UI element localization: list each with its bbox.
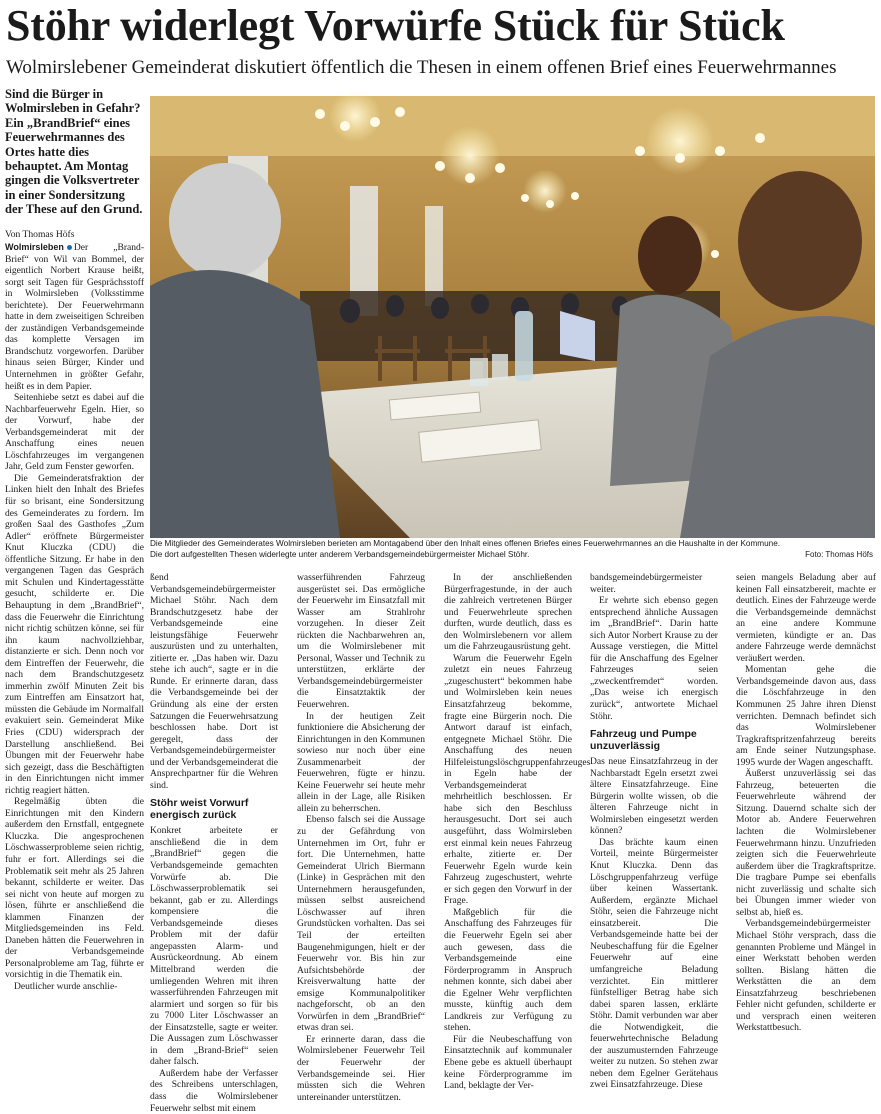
- paragraph: In der anschließenden Bürgerfragestunde, in der auch die zahlreich vertretenen Bürger und Feuerwehrleute sprechen durften, wurde deutlich, dass es den Wolmirslebenern vor allem um die Fahrzeugausrüstung geht.: [444, 572, 572, 653]
- paragraph: Er erinnerte daran, dass die Wolmirslebener Feuerwehr Teil der Feuerwehr der Verbandsgemeinde sei. Hier müssten sich die Wehren untereinander unterstützen.: [297, 1033, 425, 1103]
- paragraph: Maßgeblich für die Anschaffung des Fahrzeuges für die Feuerwehr Egeln sei aber auch gewesen, dass die Verbandsgemeinde eine Förderprogramm in Anspruch nehmen konnte, sich dabei aber die Egelner Wehr verpflichten musste, künftig auch dem Landkreis zur Verfügung zu stehen.: [444, 906, 572, 1034]
- paragraph: Außerdem habe der Verfasser des Schreibens unterschlagen, dass die Wolmirslebener Feuerwehr selbst mit einem: [150, 1067, 278, 1114]
- paragraph: wasserführenden Fahrzeug ausgerüstet sei. Das ermögliche der Feuerwehr im Einsatzfall mit Wasser am Strahlrohr vorzugehen. In dieser Zeit rückten die Nachbarwehren an, um die Wolmirslebener mit Personal, Wasser und Technik zu unterstützen, erklärte der Verbandsgemeindebürgermeister die Einsatztaktik der Feuerwehren.: [297, 572, 425, 711]
- paragraph: bandsgemeindebürgermeister weiter.: [590, 572, 703, 595]
- paragraph: Deutlicher wurde anschlie-: [14, 981, 118, 992]
- caption-line-1: Die Mitglieder des Gemeinderates Wolmirsleben berieten am Montagabend über den Inhalt eines offenen Briefes eines Feuerwehrmannes an die Haushalte in der Kommune.: [150, 539, 781, 548]
- paragraph: Das neue Einsatzfahrzeug in der Nachbarstadt Egeln ersetzt zwei ältere Einsatzfahrzeuge. Eine Bürgerin wollte wissen, ob die älteren Fahrzeuge nicht in Wolmirsleben eingesetzt werden können?: [590, 756, 718, 837]
- article-photo: [150, 96, 875, 538]
- paragraph: Für die Neubeschaffung von Einsatztechnik auf kommunaler Ebene gebe es aktuell überhaupt keine Förderprogramme im Land, beklagte der Ver-: [444, 1033, 572, 1092]
- paragraph: Regelmäßig übten die Einrichtungen mit den Kindern außerdem den Ernstfall, entgegnete Kluczka. Die angesprochenen Löschwasserprobleme seien richtig, fuhr er fort. Allerdings sei die Problematik seit mehr als 25 Jahren bekannt, schilderte er weiter. Das sei nicht von heute auf morgen zu lösen, führte er anschließend die klammen Finanzen der Mitgliedsgemeinden ins Feld. Daneben hätten die Feuerwehren in der Verbandsgemeinde Personalprobleme am Tag, führte er vorsichtig in die Thematik ein.: [5, 796, 144, 981]
- paragraph: Er wehrte sich ebenso gegen entsprechend ähnliche Aussagen im „BrandBrief“. Darin hatte sich Autor Norbert Krause zu der Aussage verstiegen, die Mittel für die Anschaffung des Egelner Fahrzeuges seien „zweckentfremdet“ worden. „Das weise ich energisch zurück“, antwortete Michael Stöhr.: [590, 595, 718, 722]
- column-5: [590, 572, 718, 1108]
- paragraph: Das brächte kaum einen Vorteil, meinte Bürgermeister Knut Kluczka. Denn das Löschgruppenfahrzeug verfüge über keinen Wassertank. Außerdem, ergänzte Michael Stöhr, seien die Fahrzeuge nicht einsatzbereit. Die Verbandsgemeinde hatte bei der Neubeschaffung für die Egelner Feuerwehr auf eine umfangreiche Beladung verzichtet. Ein mittlerer fünfstelliger Betrag habe sich dabei sparen lassen, erklärte Stöhr. Damit verbunden war aber die Notwendigkeit, die feuerwehrtechnische Beladung der auszumusternden Fahrzeuge weiter zu nutzen. So stehen zwar neben dem Egelner Gerätehaus zwei Einsatzfahrzeuge. Diese: [590, 836, 718, 1091]
- byline: Von Thomas Höfs: [5, 229, 75, 240]
- paragraph: seien mangels Beladung aber auf keinen Fall einsatzbereit, machte er deutlich. Eines der Fahrzeuge werde die Verbandsgemeinde demnächst an eine andere Kommune vermieten, kündigte er an. Das andere Fahrzeuge werde demnächst veräußert werden.: [736, 572, 876, 664]
- paragraph: Seitenhiebe setzt es dabei auf die Nachbarfeuerwehr Egeln. Hier, so der Vorwurf, habe der Verbandsgemeinderat mit der Anschaffung eines neuen Löschfahrzeuges im vergangenen Jahr, Geld zum Fenster geworfen.: [5, 392, 144, 473]
- dateline-dot-icon: [67, 245, 72, 250]
- column-3: [297, 572, 425, 1108]
- headline: Stöhr widerlegt Vorwürfe Stück für Stück: [6, 1, 785, 50]
- column-2: [150, 572, 278, 1114]
- paragraph: Konkret arbeitete er anschließend die in dem „BrandBrief“ gegen die Verbandsgemeinde gemachten Vorwürfe ab. Die Löschwasserproblematik sei bekannt, gab er zu. Allerdings kompensiere die Verbandsgemeinde dieses Problem mit der dafür angepassten Alarm- und Ausrückeordnung. Ab einem Mittelbrand werden die umliegenden Wehren mit ihren wasserführenden Fahrzeugen mit alarmiert und sorgen so für bis zu 7000 Liter Löschwasser an der Einsatzstelle, sagte er weiter. Die Aussagen zum Löschwasser in dem „Brand-Brief“ seien daher falsch.: [150, 825, 278, 1068]
- council-meeting-photo: [150, 96, 875, 538]
- lead-paragraph: Wolmirsleben Der „Brand-Brief“ von Wil van Bommel, der eigentlich Norbert Krause heißt, sorgt seit Tagen für Gesprächsstoff in Wolmirsleben (Volksstimme berichtete). Der Feuerwehrmann hatte in dem zweiseitigen Schreiben der zuständigen Verbandsgemeinde das komplette Versagen im Brandschutz vorgeworfen. Darüber hinaus seien Bürger, Kinder und Unternehmen in größter Gefahr, heißt es in dem Papier.: [5, 242, 144, 392]
- caption-line-2: Die dort aufgestellten Thesen widerlegte unter anderem Verbandsgemeindebürgermeister Michael Stöhr.: [150, 549, 530, 559]
- paragraph: Momentan gehe die Verbandsgemeinde davon aus, dass die Löschfahrzeuge in den Kommunen 25 Jahre ihren Dienst verrichten. Demnach befindet sich das Wolmirslebener Tragkraftspritzenfahrzeug bereits am Ende seiner Nutzungsphase. 1995 wurde der Wagen angeschafft.: [736, 664, 876, 768]
- paragraph: Ebenso falsch sei die Aussage zu der Gefährdung von Unternehmen im Ort, fuhr er fort. Die Unternehmen, hatte Gemeinderat Ulrich Biermann (Linke) in Gesprächen mit den Unternehmern herausgefunden, müssen selbst ausreichend Löschwasser auf ihren Grundstücken vorhalten. Das sei Teil der erteilten Baugenehmigungen, hielt er der Feuerwehr vor. Bis hin zur Aufsichtsbehörde der Kreisverwaltung hatte der emsige Kommunalpolitiker nachgeforscht, ob an den Vorwürfen in dem „BrandBrief“ etwas dran sei.: [297, 814, 425, 1034]
- photo-credit: Foto: Thomas Höfs: [805, 549, 873, 559]
- subheadline: Wolmirslebener Gemeinderat diskutiert öffentlich die Thesen in einem offenen Brief eines Feuerwehrmannes: [6, 57, 837, 78]
- section-subheading: Fahrzeug und Pumpe unzuverlässig: [590, 728, 697, 753]
- teaser: Sind die Bürger in Wolmirsleben in Gefahr? Ein „BrandBrief“ eines Feuerwehrmannes des Ortes hatte dies behauptet. Am Montag gingen die Volksvertreter in einer Sondersitzung der These auf den Grund.: [5, 87, 143, 217]
- paragraph: Verbandsgemeindebürgermeister Michael Stöhr versprach, dass die genannten Probleme und Mängel in einer Werkstatt behoben werden sollten. Bislang hätten die Werkstätten die an dem Einsatzfahrzeug beschriebenen Fehler nicht gefunden, schilderte er und versprach einen weiteren Werkstattbesuch.: [736, 918, 876, 1034]
- paragraph: Äußerst unzuverlässig sei das Fahrzeug, beteuerten die Feuerwehrleute während der Sitzung. Dauernd schalte sich der Motor ab. Andere Feuerwehren lachten die Wolmirslebener Feuerwehrmann hinzu. Unzufrieden zeigten sich die Feuerwehrleute außerdem über die Tragkraftspritze. Die tragbare Pumpe sei ebenfalls nicht zuverlässig und schalte sich bei Übungen immer wieder von selbst ab, hieß es.: [736, 768, 876, 918]
- paragraph: Warum die Feuerwehr Egeln zuletzt ein neues Fahrzeug „zugeschustert“ bekommen habe und Wolmirsleben kein neues Einsatzfahrzeug bekomme, fragte eine Bürgerin noch. Die Antwort darauf ist einfach, entgegnete Michael Stöhr. Die Anschaffung des neuen Hilfeleistungslöschgruppenfahrzeuges in Egeln habe der Verbandsgemeinderat mehrheitlich beschlossen. Er habe sich den Beschluss herausgesucht. Dort sei auch ausgeführt, dass Wolmirsleben erst einmal kein neues Fahrzeug erhalte, zitierte er. Der Feuerwehr Egeln wurde kein Fahrzeug zugeschustert, wehrte er sich gegen den Vorwurf in der Frage.: [444, 652, 591, 907]
- dateline: Wolmirsleben: [5, 242, 64, 252]
- column-4: [444, 572, 591, 1108]
- paragraph: In der heutigen Zeit funktioniere die Absicherung der Einrichtungen in den Kommunen sowieso nur noch über eine Zusammenarbeit der Feuerwehren, fügte er hinzu. Keine Feuerwehr sei heute mehr allein in der Lage, alle Risiken allein zu beherrschen.: [297, 710, 425, 814]
- column-1: [5, 242, 144, 1108]
- section-subheading: Stöhr weist Vorwurf energisch zurück: [150, 797, 249, 822]
- paragraph: Die Gemeinderatsfraktion der Linken hielt den Inhalt des Briefes für so brisant, eine Sondersitzung des Gemeinderates zu fordern. Im großen Saal des Gasthofes „Zum Adler“ eröffnete Bürgermeister Knut Kluczka (CDU) die öffentliche Sitzung. Er habe in den vergangenen Tagen das Gespräch mit Schulen und Kindertagesstätte gesucht, schilderte er. Die Behauptung in dem „BrandBrief“, dass die Feuerwehr die Einrichtung nicht richtig schützen könne, sei für ihn kaum nachvollziehbar, distanzierte er sich. Denn noch vor dem Eintreffen der Feuerwehr, die nach dem Brandschutzgesetz immerhin zwölf Minuten Zeit bis zum Eintreffen am Einsatzort hat, müssten die Gebäude im Normalfall evakuiert sein. Gemeinderat Mike Fries (CDU) widersprach der Darstellung anschließend. Bei Übungen mit der Feuerwehr habe sich gezeigt, dass die Beschäftigten in den Einrichtungen nicht immer richtig reagiert hätten.: [5, 472, 144, 796]
- column-6: [736, 572, 876, 1108]
- paragraph: ßend Verbandsgemeindebürgermeister Michael Stöhr. Nach dem Brandschutzgesetz habe der Verbandsgemeinde eine leistungsfähige Feuerwehr auszurüsten und zu unterhalten, zitierte er. „Das haben wir. Dazu stehe ich auch“, sagte er in die Runde. Er erinnerte daran, dass die Verbandsgemeinde bei der Gründung als eine der ersten Satzungen die Feuerwehrsatzung beschlossen habe. Dort ist geregelt, dass der Verbandsgemeindebürgermeister und der Verbandsgemeinderat die Ansprechpartner für die Wehren sind.: [150, 572, 278, 791]
- photo-caption: [150, 539, 875, 560]
